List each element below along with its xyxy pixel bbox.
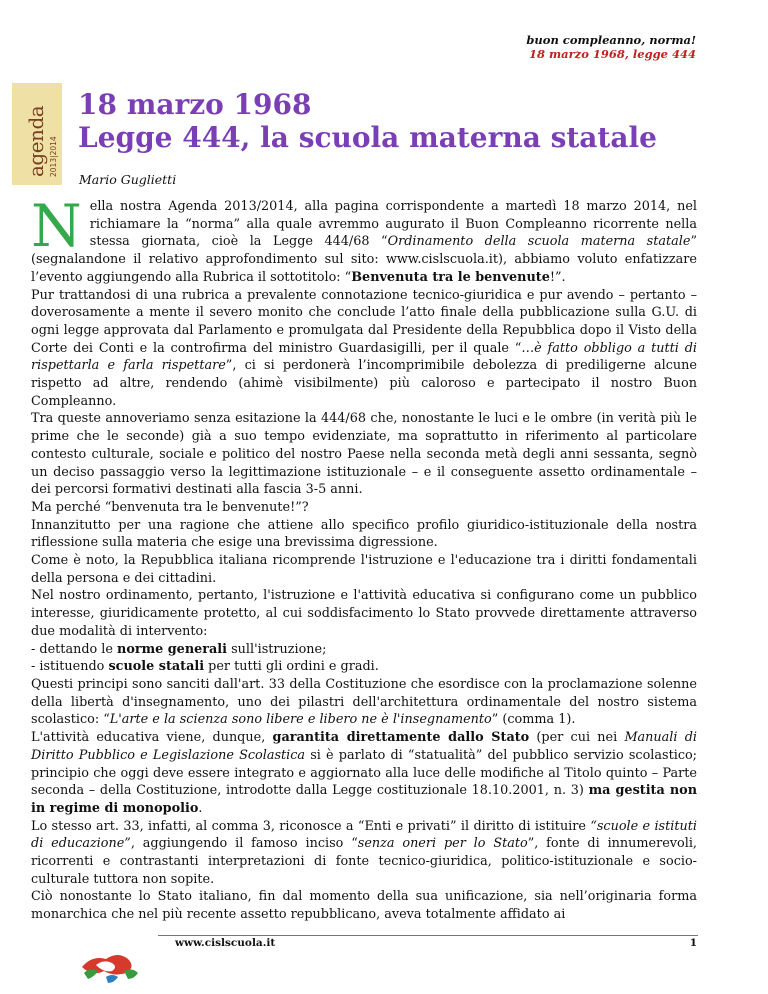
text-run: ella nostra Agenda 2013/2014, alla pagina corrispondente a martedì 18 marzo 2014, nel richiamare la “norma” alla quale avremmo augurato il Buon Compleanno ricorrente nella stessa giornata, cioè la Legge 444/68 “ [89, 199, 697, 250]
paragraph-7: Nel nostro ordinamento, pertanto, l'istruzione e l'attività educativa si configurano come un pubblico interesse, giuridicamente protetto, al cui soddisfacimento lo Stato provvede direttamente attraverso due modalità di intervento: [31, 588, 697, 639]
text-run: L'attività educativa viene, dunque, [31, 730, 273, 746]
page-title [78, 88, 738, 154]
text-run: sull'istruzione; [227, 641, 327, 657]
text-run: - dettando le [31, 641, 118, 657]
article-body [31, 192, 698, 924]
cisl-scuola-logo-icon [78, 937, 158, 987]
title-line-1: 18 marzo 1968 [78, 88, 312, 121]
text-strong: garantita direttamente dallo Stato [272, 730, 530, 746]
text-strong: Benvenuta tra le benvenute [351, 269, 550, 285]
logo-years: 2013|2014 [49, 136, 58, 177]
text-run: ”, fonte di innumerevoli, ricorrenti e contrastanti interpretazioni di fonte tecnico-giuridica, politico-istituzionale e socio-culturale tuttora non sopite. [31, 836, 697, 887]
title-line-2: Legge 444, la scuola materna statale [78, 121, 657, 154]
text-run: , aggiungendo il famoso inciso “ [130, 836, 358, 852]
paragraph-1 [31, 192, 698, 287]
text-emphasis: Ordinamento della scuola materna statale [387, 234, 691, 250]
paragraph-8 [31, 676, 697, 729]
text-run: . [198, 800, 203, 816]
logo-word: agenda [24, 105, 48, 177]
text-run: Questi principi sono sanciti dall'art. 33 della Costituzione che esordisce con la proclamazione solenne della libertà d'insegnamento, uno dei pilastri dell'architettura ordinamentale del nostro sistema scolastico: “ [31, 676, 697, 728]
text-run: si è parlato di “statualità” del pubblico servizio scolastico; principio che oggi deve essere integrato e aggiornato alla luce delle modifiche al Titolo quinto – Parte seconda – della Costituzione, introdotte dalla Legge costituzionale 18.10.2001, n. 3) [31, 747, 697, 799]
text-run: - istituendo [31, 659, 109, 675]
text-run: Lo stesso art. 33, infatti, al comma 3, riconosce a “Enti e privati” il diritto di istituire [31, 818, 591, 834]
bullet-item [31, 641, 697, 659]
text-run: ” (comma 1). [491, 712, 576, 728]
paragraph-5: Innanzitutto per una ragione che attiene allo specifico profilo giuridico-istituzionale della nostra riflessione sulla materia che esige una brevissima digressione. [31, 517, 697, 551]
paragraph-3: Tra queste annoveriamo senza esitazione la 444/68 che, nonostante le luci e le ombre (in verità più le prime che le seconde) già a suo tempo evidenziate, ma soprattutto in riferimento al particolare contesto culturale, sociale e politico del nostro Paese nella seconda metà degli anni sessanta, segnò un deciso passaggio verso la legittimazione istituzionale – e il conseguente assetto ordinamentale – dei percorsi formativi destinati alla fascia 3-5 anni. [31, 411, 697, 498]
running-header [526, 33, 696, 61]
text-run: Pur trattandosi di una rubrica a prevalente connotazione tecnico-giuridica e pur avendo – pertanto – doverosamente a mente il severo monito che conclude l’atto finale della pubblicazione sulla G.U. di ogni legge approvata dal Parlamento e promulgata dal Presidente della Repubblica dopo il Visto della Corte dei Conti e la controfirma del ministro Guardasigilli, per il quale “ [31, 287, 697, 356]
footer-url: www.cislscuola.it [175, 937, 276, 949]
text-run: ” (segnalandone il relativo approfondimento sul sito: www.cislscuola.it), abbiamo voluto enfatizzare l’evento aggiungendo alla Rubrica il sottotitolo: “ [31, 234, 698, 285]
text-run: (per cui nei [529, 730, 625, 746]
paragraph-10 [31, 818, 697, 889]
paragraph-4: Ma perché “benvenuta tra le benvenute!”? [31, 499, 309, 515]
paragraph-9 [31, 729, 697, 818]
text-run: per tutti gli ordini e gradi. [204, 659, 379, 675]
text-emphasis: Manuali di Diritto Pubblico e Legislazione Scolastica [31, 730, 697, 763]
header-line-1: buon compleanno, norma! [526, 33, 696, 47]
bullet-item [31, 658, 697, 676]
drop-cap: N [31, 192, 82, 260]
header-line-2: 18 marzo 1968, legge 444 [529, 47, 696, 61]
paragraph-11: Ciò nonostante lo Stato italiano, fin dal momento della sua unificazione, sia nell’originaria forma monarchica che nel più recente assetto repubblicano, aveva totalmente affidato ai [31, 889, 697, 923]
author-name: Mario Guglietti [79, 172, 177, 187]
agenda-logo [12, 83, 62, 185]
text-run: ”, ci si perdonerà l’incomprimibile debolezza di prediligerne alcune rispetto ad altre, rendendo (ahimè visibilmente) più caloroso e partecipato il nostro Buon Compleanno. [31, 358, 697, 409]
footer-rule [158, 935, 698, 936]
text-emphasis: L'arte e la scienza sono libere e libero ne è l'insegnamento [109, 712, 492, 728]
page-number: 1 [689, 937, 697, 949]
text-emphasis: “scuole e istituti di educazione” [31, 818, 697, 852]
text-strong: norme generali [117, 641, 228, 657]
text-run: !”. [549, 269, 566, 285]
text-emphasis: senza oneri per lo Stato [357, 836, 528, 852]
text-strong: ma gestita non in regime di monopolio [31, 783, 697, 816]
paragraph-6: Come è noto, la Repubblica italiana ricomprende l'istruzione e l'educazione tra i diritti fondamentali della persona e dei cittadini. [31, 553, 697, 586]
paragraph-2 [31, 287, 697, 411]
text-strong: scuole statali [108, 659, 205, 675]
text-emphasis: …è fatto obbligo a tutti di rispettarla e farla rispettare [31, 340, 697, 374]
